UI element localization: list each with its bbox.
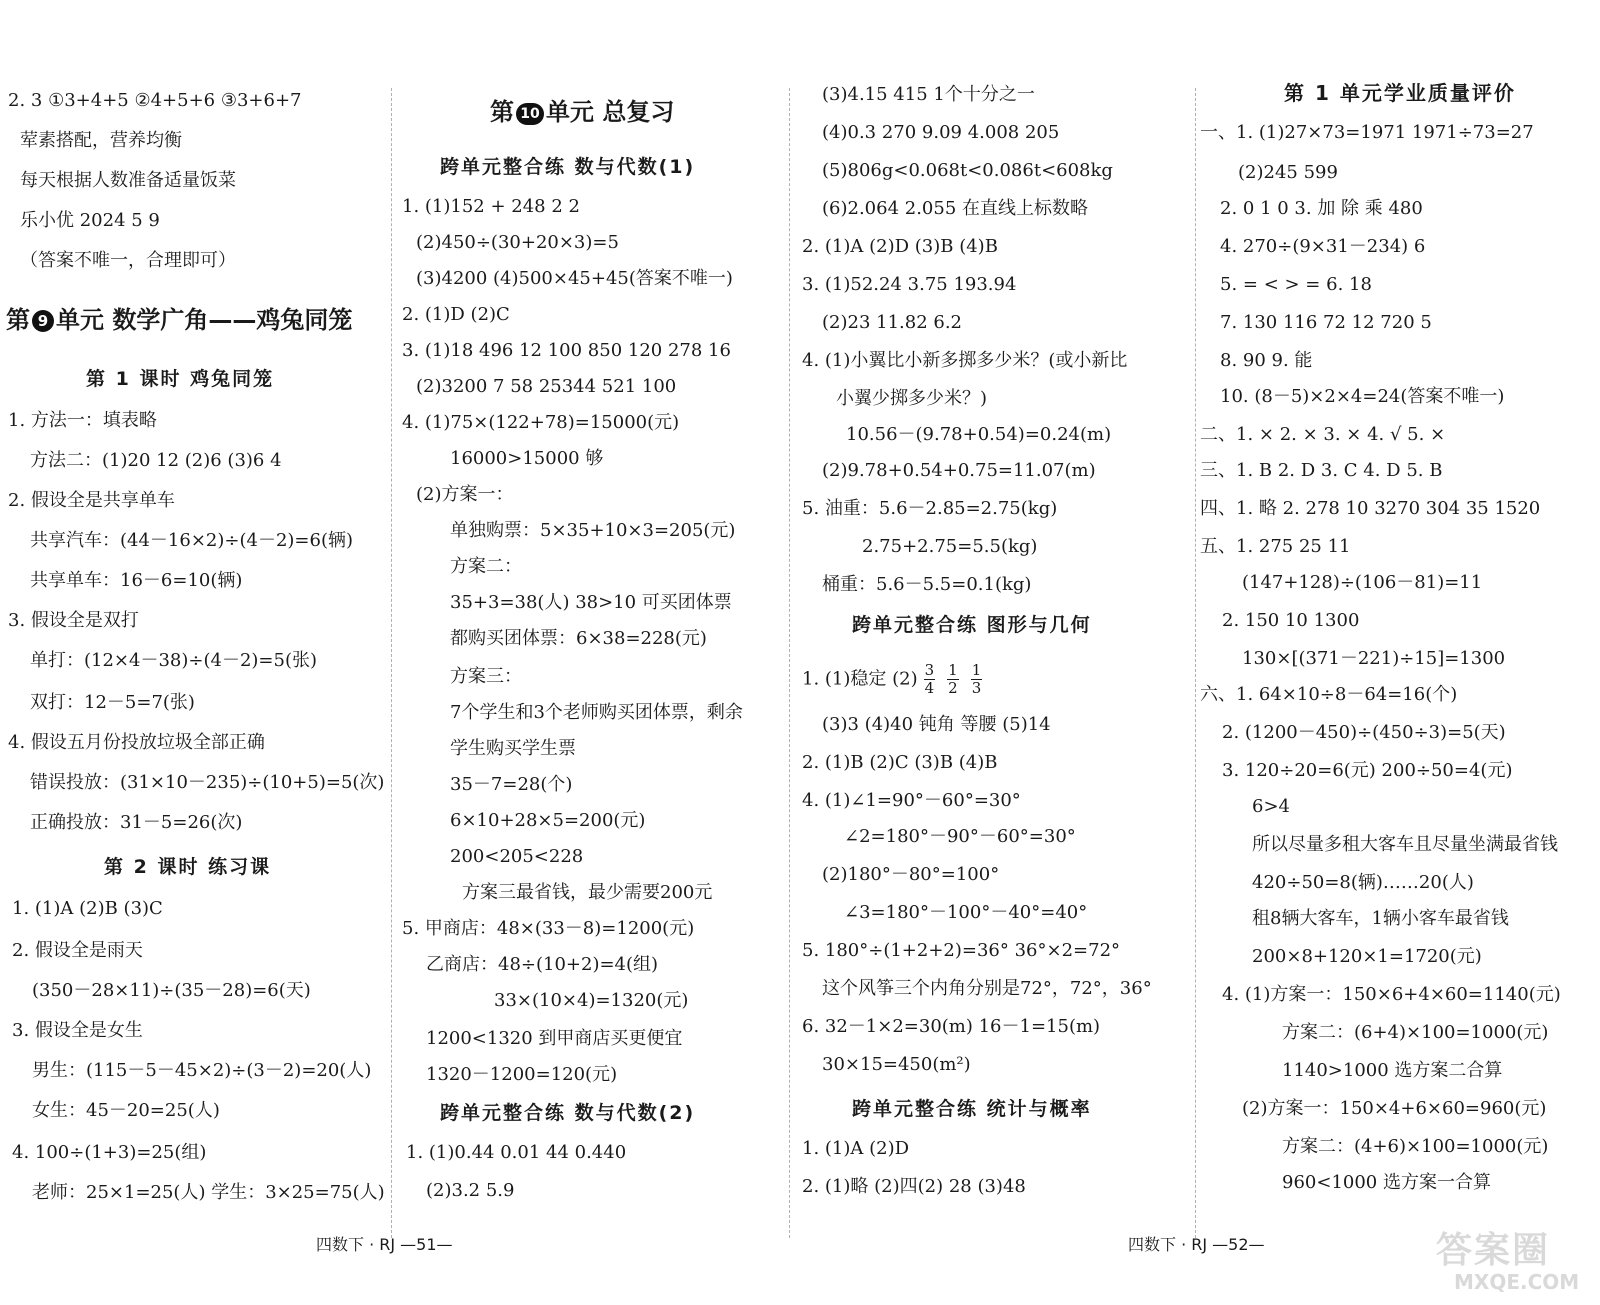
section-heading: 跨单元整合练 统计与概率 <box>852 1098 1092 1120</box>
answer-line: 10.56－(9.78+0.54)=0.24(m) <box>846 424 1112 445</box>
answer-line: 正确投放：31－5=26(次) <box>30 812 243 833</box>
answer-line: 4. (1)方案一：150×6+4×60=1140(元) <box>1222 984 1561 1005</box>
answer-line: 共享汽车：(44－16×2)÷(4－2)=6(辆) <box>30 530 353 551</box>
lesson-heading: 第 2 课时 练习课 <box>104 856 272 878</box>
answer-line: 小翼少掷多少米？) <box>836 388 988 409</box>
answer-line: 2. 假设全是共享单车 <box>8 490 175 511</box>
fraction-denominator: 4 <box>924 679 935 697</box>
answer-line: 3. (1)52.24 3.75 193.94 <box>802 274 1017 295</box>
answer-line: 六、1. 64×10÷8－64=16(个) <box>1200 684 1458 705</box>
column-divider <box>789 88 790 1238</box>
page-footer-right: 四数下 · RJ —52— <box>1128 1235 1265 1254</box>
answer-line: 学生购买学生票 <box>450 738 576 759</box>
answer-line: 2. 0 1 0 3. 加 除 乘 480 <box>1220 198 1423 219</box>
answer-line: 二、1. × 2. × 3. × 4. √ 5. × <box>1200 424 1446 445</box>
answer-line: 四、1. 略 2. 278 10 3270 304 35 1520 <box>1200 498 1541 519</box>
answer-line: 三、1. B 2. D 3. C 4. D 5. B <box>1200 460 1443 481</box>
page-footer-left: 四数下 · RJ —51— <box>316 1235 453 1254</box>
section-heading: 跨单元整合练 数与代数(2) <box>440 1102 696 1124</box>
answer-line: (3)4.15 415 1个十分之一 <box>822 84 1035 105</box>
answer-line: 4. 270÷(9×31－234) 6 <box>1220 236 1426 257</box>
answer-line: 1320－1200=120(元) <box>426 1064 618 1085</box>
answer-line: 一、1. (1)27×73=1971 1971÷73=27 <box>1200 122 1534 143</box>
fraction <box>947 662 959 697</box>
unit-heading-title: 单元 总复习 <box>546 98 675 126</box>
section-heading: 跨单元整合练 数与代数(1) <box>440 156 696 178</box>
answer-line: 5. = < > = 6. 18 <box>1220 274 1372 295</box>
answer-line: 方案三最省钱，最少需要200元 <box>462 882 713 903</box>
answer-line: 4. 100÷(1+3)=25(组) <box>12 1142 207 1163</box>
answer-line: 错误投放：(31×10－235)÷(10+5)=5(次) <box>30 772 385 793</box>
answer-line: 租8辆大客车，1辆小客车最省钱 <box>1252 908 1509 929</box>
answer-line: 1. (1)A (2)B (3)C <box>12 898 163 919</box>
answer-line: 共享单车：16－6=10(辆) <box>30 570 243 591</box>
answer-line: 都购买团体票：6×38=228(元) <box>450 628 707 649</box>
answer-line: 200<205<228 <box>450 846 584 867</box>
answer-line: 2. 3 ①3+4+5 ②4+5+6 ③3+6+7 <box>8 90 302 111</box>
watermark <box>1428 1222 1588 1300</box>
answer-line: 3. 假设全是双打 <box>8 610 139 631</box>
answer-text: 1. (1)稳定 (2) <box>802 668 918 690</box>
unit-heading-prefix: 第 <box>490 98 514 126</box>
answer-line: (2)450÷(30+20×3)=5 <box>416 232 619 253</box>
answer-line: 荤素搭配，营养均衡 <box>20 130 182 151</box>
answer-line: 1200<1320 到甲商店买更便宜 <box>426 1028 683 1049</box>
answer-line: ∠2=180°－90°－60°=30° <box>844 826 1076 847</box>
answer-line: (2)9.78+0.54+0.75=11.07(m) <box>822 460 1096 481</box>
answer-line: (350－28×11)÷(35－28)=6(天) <box>32 980 311 1001</box>
answer-line: (2)方案一： <box>416 484 514 505</box>
answer-line: 2. (1)略 (2)四(2) 28 (3)48 <box>802 1176 1026 1197</box>
answer-line: （答案不唯一，合理即可） <box>20 250 236 271</box>
answer-line: 桶重：5.6－5.5=0.1(kg) <box>822 574 1032 595</box>
answer-line: 2. (1200－450)÷(450÷3)=5(天) <box>1222 722 1506 743</box>
answer-line: 2. 假设全是雨天 <box>12 940 143 961</box>
unit-10-heading <box>490 98 674 126</box>
answer-line: 女生：45－20=25(人) <box>32 1100 220 1121</box>
answer-line: 4. (1)小翼比小新多掷多少米？(或小新比 <box>802 350 1128 371</box>
answer-line: 3. 假设全是女生 <box>12 1020 143 1041</box>
answer-line: 1. (1)A (2)D <box>802 1138 910 1159</box>
section-heading: 第 1 单元学业质量评价 <box>1284 81 1516 105</box>
watermark-url: MXQE.COM <box>1454 1270 1580 1294</box>
answer-line: 1. 方法一：填表略 <box>8 410 157 431</box>
answer-line: 33×(10×4)=1320(元) <box>494 990 689 1011</box>
answer-line: (2)方案一：150×4+6×60=960(元) <box>1242 1098 1547 1119</box>
answer-line: (147+128)÷(106－81)=11 <box>1242 572 1483 593</box>
answer-line: 4. (1)∠1=90°－60°=30° <box>802 790 1021 811</box>
answer-line: 方案三： <box>450 666 522 687</box>
answer-line: (4)0.3 270 9.09 4.008 205 <box>822 122 1060 143</box>
answer-line: 3. 120÷20=6(元) 200÷50=4(元) <box>1222 760 1513 781</box>
unit-number-badge: 10 <box>516 103 544 125</box>
unit-number-badge: 9 <box>32 310 54 332</box>
answer-line: 1. (1)0.44 0.01 44 0.440 <box>406 1142 627 1163</box>
answer-line: (3)4200 (4)500×45+45(答案不唯一) <box>416 268 733 289</box>
answer-line: 6×10+28×5=200(元) <box>450 810 646 831</box>
fraction-numerator: 3 <box>924 661 935 679</box>
answer-line: 方案二：(6+4)×100=1000(元) <box>1282 1022 1549 1043</box>
fraction <box>971 662 983 697</box>
answer-line: (2)245 599 <box>1238 162 1338 183</box>
unit-heading-prefix: 第 <box>6 306 30 334</box>
answer-line: 30×15=450(m²) <box>822 1054 971 1075</box>
answer-line: 5. 180°÷(1+2+2)=36° 36°×2=72° <box>802 940 1121 961</box>
watermark-text: 答案圈 <box>1436 1230 1551 1271</box>
column-divider <box>1195 88 1196 1238</box>
answer-line: 420÷50=8(辆)……20(人) <box>1252 872 1474 893</box>
section-heading: 跨单元整合练 图形与几何 <box>852 614 1092 636</box>
answer-line: 960<1000 选方案一合算 <box>1282 1172 1491 1193</box>
answer-line: 每天根据人数准备适量饭菜 <box>20 170 236 191</box>
answer-line: 5. 油重：5.6－2.85=2.75(kg) <box>802 498 1058 519</box>
answer-line: 4. (1)75×(122+78)=15000(元) <box>402 412 680 433</box>
column-divider <box>391 88 392 1238</box>
unit-9-heading <box>6 306 352 334</box>
answer-line: 单打：(12×4－38)÷(4－2)=5(张) <box>30 650 317 671</box>
answer-line: 2. (1)D (2)C <box>402 304 510 325</box>
fraction-numerator: 1 <box>971 661 982 679</box>
answer-line: (2)180°－80°=100° <box>822 864 1000 885</box>
answer-line: 男生：(115－5－45×2)÷(3－2)=20(人) <box>32 1060 372 1081</box>
fraction-numerator: 1 <box>948 661 958 679</box>
fraction-denominator: 2 <box>948 679 958 697</box>
answer-line: 方案二： <box>450 556 522 577</box>
answer-line: 乐小优 2024 5 9 <box>20 210 160 231</box>
answer-line: (6)2.064 2.055 在直线上标数略 <box>822 198 1089 219</box>
answer-line: 2. 150 10 1300 <box>1222 610 1360 631</box>
answer-line: 35+3=38(人) 38>10 可买团体票 <box>450 592 732 613</box>
fraction <box>924 662 936 697</box>
answer-line: 8. 90 9. 能 <box>1220 350 1313 371</box>
answer-line: (3)3 (4)40 钝角 等腰 (5)14 <box>822 714 1051 735</box>
answer-line: 10. (8－5)×2×4=24(答案不唯一) <box>1220 386 1505 407</box>
answer-line: 6>4 <box>1252 796 1290 817</box>
answer-line: 4. 假设五月份投放垃圾全部正确 <box>8 732 265 753</box>
fraction-denominator: 3 <box>971 679 982 697</box>
unit-heading-title: 单元 数学广角——鸡兔同笼 <box>56 306 353 334</box>
answer-line: 35－7=28(个) <box>450 774 573 795</box>
answer-line: (2)3.2 5.9 <box>426 1180 515 1201</box>
answer-line: 这个风筝三个内角分别是72°，72°，36° <box>822 978 1152 999</box>
answer-line: 16000>15000 够 <box>450 448 604 469</box>
answer-line: 2.75+2.75=5.5(kg) <box>862 536 1038 557</box>
answer-line: (2)3200 7 58 25344 521 100 <box>416 376 677 397</box>
answer-line: 1140>1000 选方案二合算 <box>1282 1060 1503 1081</box>
answer-line <box>802 662 988 697</box>
answer-line: 乙商店：48÷(10+2)=4(组) <box>426 954 659 975</box>
answer-line: (5)806g<0.068t<0.086t<608kg <box>822 160 1113 181</box>
answer-line: ∠3=180°－100°－40°=40° <box>844 902 1088 923</box>
lesson-heading: 第 1 课时 鸡兔同笼 <box>86 368 275 390</box>
answer-line: (2)23 11.82 6.2 <box>822 312 963 333</box>
answer-line: 方法二：(1)20 12 (2)6 (3)6 4 <box>30 450 282 471</box>
answer-line: 所以尽量多租大客车且尽量坐满最省钱 <box>1252 834 1558 855</box>
answer-line: 2. (1)B (2)C (3)B (4)B <box>802 752 998 773</box>
answer-line: 五、1. 275 25 11 <box>1200 536 1351 557</box>
answer-line: 200×8+120×1=1720(元) <box>1252 946 1482 967</box>
answer-line: 1. (1)152 + 248 2 2 <box>402 196 580 217</box>
answer-line: 单独购票：5×35+10×3=205(元) <box>450 520 736 541</box>
answer-line: 7. 130 116 72 12 720 5 <box>1220 312 1432 333</box>
answer-line: 老师：25×1=25(人) 学生：3×25=75(人) <box>32 1182 385 1203</box>
answer-line: 方案二：(4+6)×100=1000(元) <box>1282 1136 1549 1157</box>
answer-line: 6. 32－1×2=30(m) 16－1=15(m) <box>802 1016 1101 1037</box>
answer-line: 5. 甲商店：48×(33－8)=1200(元) <box>402 918 695 939</box>
answer-line: 7个学生和3个老师购买团体票，剩余 <box>450 702 743 723</box>
answer-line: 3. (1)18 496 12 100 850 120 278 16 <box>402 340 731 361</box>
answer-line: 2. (1)A (2)D (3)B (4)B <box>802 236 998 257</box>
answer-line: 双打：12－5=7(张) <box>30 692 195 713</box>
answer-line: 130×[(371－221)÷15]=1300 <box>1242 648 1506 669</box>
